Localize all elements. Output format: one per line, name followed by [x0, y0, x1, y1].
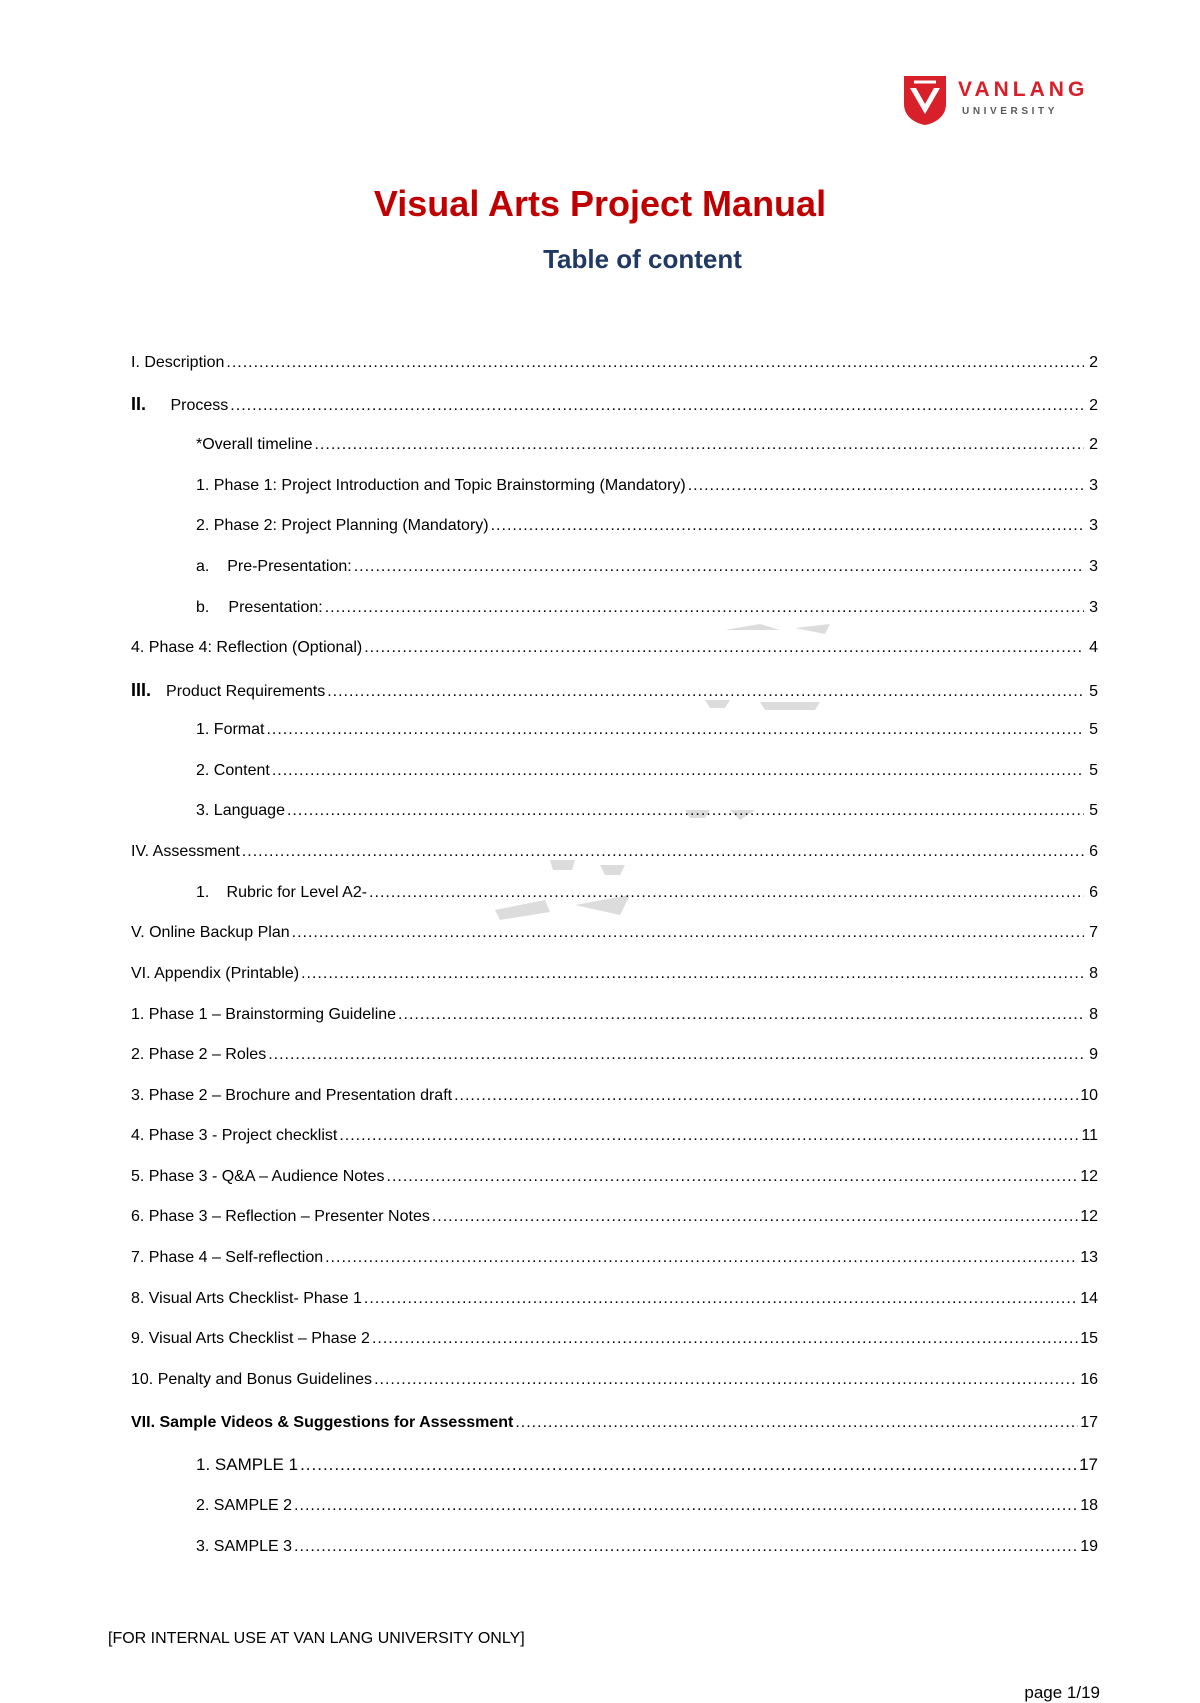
toc-entry-text: 2. Phase 2: Project Planning (Mandatory): [196, 517, 489, 534]
toc-page-number: 5: [1089, 721, 1098, 738]
toc-entry[interactable]: [131, 1247, 1098, 1269]
toc-leader-dots: [688, 475, 1084, 497]
toc-entry-text: 3. Phase 2 – Brochure and Presentation draft: [131, 1087, 453, 1104]
toc-entry[interactable]: [131, 597, 1098, 619]
page-number: page 1/19: [1024, 1683, 1100, 1702]
toc-entry[interactable]: [131, 434, 1098, 456]
toc-leader-dots: [242, 841, 1084, 863]
toc-leader-dots: [325, 597, 1084, 619]
toc-page-number: 4: [1089, 639, 1098, 656]
toc-leader-dots: [300, 1454, 1077, 1476]
toc-entry[interactable]: [131, 1044, 1098, 1066]
toc-heading: Table of content: [543, 244, 742, 274]
toc-leader-dots: [268, 1044, 1084, 1066]
toc-leader-dots: [364, 1288, 1078, 1310]
toc-entry-number: 1.: [196, 884, 210, 901]
vanlang-shield-icon: [902, 74, 948, 126]
toc-page-number: 11: [1081, 1127, 1098, 1144]
toc-entry-text: 4. Phase 4: Reflection (Optional): [131, 639, 363, 656]
toc-page-number: 13: [1080, 1249, 1098, 1266]
toc-leader-dots: [374, 1369, 1078, 1391]
toc-entry[interactable]: [131, 1328, 1098, 1350]
toc-entry-text: 3. Language: [196, 802, 285, 819]
toc-leader-dots: [354, 556, 1084, 578]
toc-entry[interactable]: [131, 1536, 1098, 1558]
toc-entry-text: Presentation:: [228, 599, 323, 616]
toc-page-number: 18: [1080, 1497, 1098, 1514]
toc-leader-dots: [364, 637, 1084, 659]
toc-page-number: 7: [1089, 924, 1098, 941]
toc-entry-text: 7. Phase 4 – Self-reflection: [131, 1249, 324, 1266]
toc-entry-number: a.: [196, 558, 210, 575]
toc-entry-text: 10. Penalty and Bonus Guidelines: [131, 1371, 373, 1388]
toc-entry[interactable]: [131, 556, 1098, 578]
toc-entry-text: 3. SAMPLE 3: [196, 1538, 293, 1555]
toc-entry[interactable]: [131, 1369, 1098, 1391]
toc-page-number: 8: [1089, 1006, 1098, 1023]
toc-entry-text: 2. Phase 2 – Roles: [131, 1046, 267, 1063]
toc-entry[interactable]: [131, 393, 1098, 417]
toc-page-number: 17: [1079, 1455, 1098, 1474]
toc-entry-text: 2. SAMPLE 2: [196, 1497, 293, 1514]
vanlang-logo: [902, 72, 1102, 128]
toc-entry-text: 5. Phase 3 - Q&A – Audience Notes: [131, 1168, 385, 1185]
toc-entry-text: 2. Content: [196, 762, 270, 779]
toc-entry-text: VI. Appendix (Printable): [131, 965, 300, 982]
toc-entry[interactable]: [131, 637, 1098, 659]
toc-entry-text: Pre-Presentation:: [227, 558, 352, 575]
toc-entry[interactable]: [131, 1085, 1098, 1107]
toc-entry-text: 1. SAMPLE 1: [196, 1455, 299, 1474]
toc-entry-text: VII. Sample Videos & Suggestions for Assessment: [131, 1414, 514, 1431]
toc-entry[interactable]: [131, 679, 1098, 703]
toc-leader-dots: [287, 800, 1084, 822]
toc-leader-dots: [339, 1125, 1079, 1147]
toc-entry-number: III.: [131, 680, 152, 700]
toc-page-number: 5: [1089, 762, 1098, 779]
toc-entry-text: I. Description: [131, 354, 225, 371]
toc-entry[interactable]: [131, 1206, 1098, 1228]
toc-entry[interactable]: [131, 1495, 1098, 1517]
logo-subtitle: UNIVERSITY: [962, 106, 1059, 117]
toc-entry[interactable]: [131, 922, 1098, 944]
toc-leader-dots: [294, 1495, 1078, 1517]
toc-entry[interactable]: [131, 515, 1098, 537]
toc-leader-dots: [369, 882, 1084, 904]
toc-leader-dots: [314, 434, 1084, 456]
toc-entry-text: V. Online Backup Plan: [131, 924, 290, 941]
toc-page-number: 12: [1080, 1208, 1098, 1225]
toc-leader-dots: [292, 922, 1084, 944]
toc-entry[interactable]: [131, 963, 1098, 985]
toc-entry[interactable]: [131, 841, 1098, 863]
toc-entry[interactable]: [131, 760, 1098, 782]
toc-entry[interactable]: [131, 1125, 1098, 1147]
toc-page-number: 9: [1089, 1046, 1098, 1063]
toc-page-number: 3: [1089, 517, 1098, 534]
toc-leader-dots: [266, 719, 1084, 741]
toc-page-number: 17: [1080, 1414, 1098, 1431]
toc-entry-number: II.: [131, 394, 147, 414]
toc-entry-text: 1. Phase 1 – Brainstorming Guideline: [131, 1006, 397, 1023]
toc-leader-dots: [226, 352, 1084, 374]
toc-page-number: 3: [1089, 477, 1098, 494]
toc-entry-text: 6. Phase 3 – Reflection – Presenter Notes: [131, 1208, 430, 1225]
toc-leader-dots: [398, 1004, 1084, 1026]
toc-entry-number: b.: [196, 599, 210, 616]
toc-entry[interactable]: [131, 1454, 1098, 1476]
toc-page-number: 6: [1089, 843, 1098, 860]
toc-entry-text: Product Requirements: [166, 683, 326, 700]
document-title: Visual Arts Project Manual: [373, 183, 827, 224]
toc-leader-dots: [432, 1206, 1078, 1228]
toc-leader-dots: [372, 1328, 1078, 1350]
toc-leader-dots: [491, 515, 1084, 537]
toc-page-number: 16: [1080, 1371, 1098, 1388]
toc-page-number: 8: [1089, 965, 1098, 982]
toc-leader-dots: [515, 1412, 1078, 1434]
internal-use-notice: [FOR INTERNAL USE AT VAN LANG UNIVERSITY ONLY]: [108, 1630, 525, 1647]
toc-page-number: 5: [1089, 802, 1098, 819]
toc-page-number: 12: [1080, 1168, 1098, 1185]
toc-leader-dots: [294, 1536, 1078, 1558]
toc-page-number: 6: [1089, 884, 1098, 901]
toc-entry-text: 1. Phase 1: Project Introduction and Topic Brainstorming (Mandatory): [196, 477, 686, 494]
toc-leader-dots: [454, 1085, 1078, 1107]
toc-entry-text: Process: [170, 397, 229, 414]
toc-page-number: 2: [1089, 436, 1098, 453]
toc-entry[interactable]: [131, 475, 1098, 497]
toc-entry-text: *Overall timeline: [196, 436, 313, 453]
toc-entry-text: 8. Visual Arts Checklist- Phase 1: [131, 1290, 362, 1307]
toc-entry-text: Rubric for Level A2-: [226, 884, 368, 901]
toc-leader-dots: [301, 963, 1084, 985]
toc-entry[interactable]: [131, 1004, 1098, 1026]
toc-entry[interactable]: [131, 1288, 1098, 1310]
toc-page-number: 2: [1089, 354, 1098, 371]
toc-leader-dots: [272, 760, 1084, 782]
logo-name: VANLANG: [958, 78, 1089, 101]
toc-page-number: 10: [1080, 1087, 1098, 1104]
toc-entry[interactable]: [131, 882, 1098, 904]
toc-entry-text: 1. Format: [196, 721, 265, 738]
toc-entry[interactable]: [131, 719, 1098, 741]
toc-entry-text: IV. Assessment: [131, 843, 240, 860]
toc-entry-text: 9. Visual Arts Checklist – Phase 2: [131, 1330, 370, 1347]
toc-page-number: 19: [1080, 1538, 1098, 1555]
toc-page-number: 15: [1080, 1330, 1098, 1347]
toc-page-number: 3: [1089, 558, 1098, 575]
toc-entry-text: 4. Phase 3 - Project checklist: [131, 1127, 338, 1144]
toc-page-number: 3: [1089, 599, 1098, 616]
toc-leader-dots: [325, 1247, 1078, 1269]
toc-entry[interactable]: [131, 1412, 1098, 1434]
toc-page-number: 14: [1080, 1290, 1098, 1307]
toc-entry[interactable]: [131, 800, 1098, 822]
toc-leader-dots: [230, 395, 1084, 417]
toc-entry[interactable]: [131, 352, 1098, 374]
toc-leader-dots: [327, 681, 1084, 703]
toc-page-number: 2: [1089, 397, 1098, 414]
toc-entry[interactable]: [131, 1166, 1098, 1188]
toc-page-number: 5: [1089, 683, 1098, 700]
toc-leader-dots: [387, 1166, 1079, 1188]
